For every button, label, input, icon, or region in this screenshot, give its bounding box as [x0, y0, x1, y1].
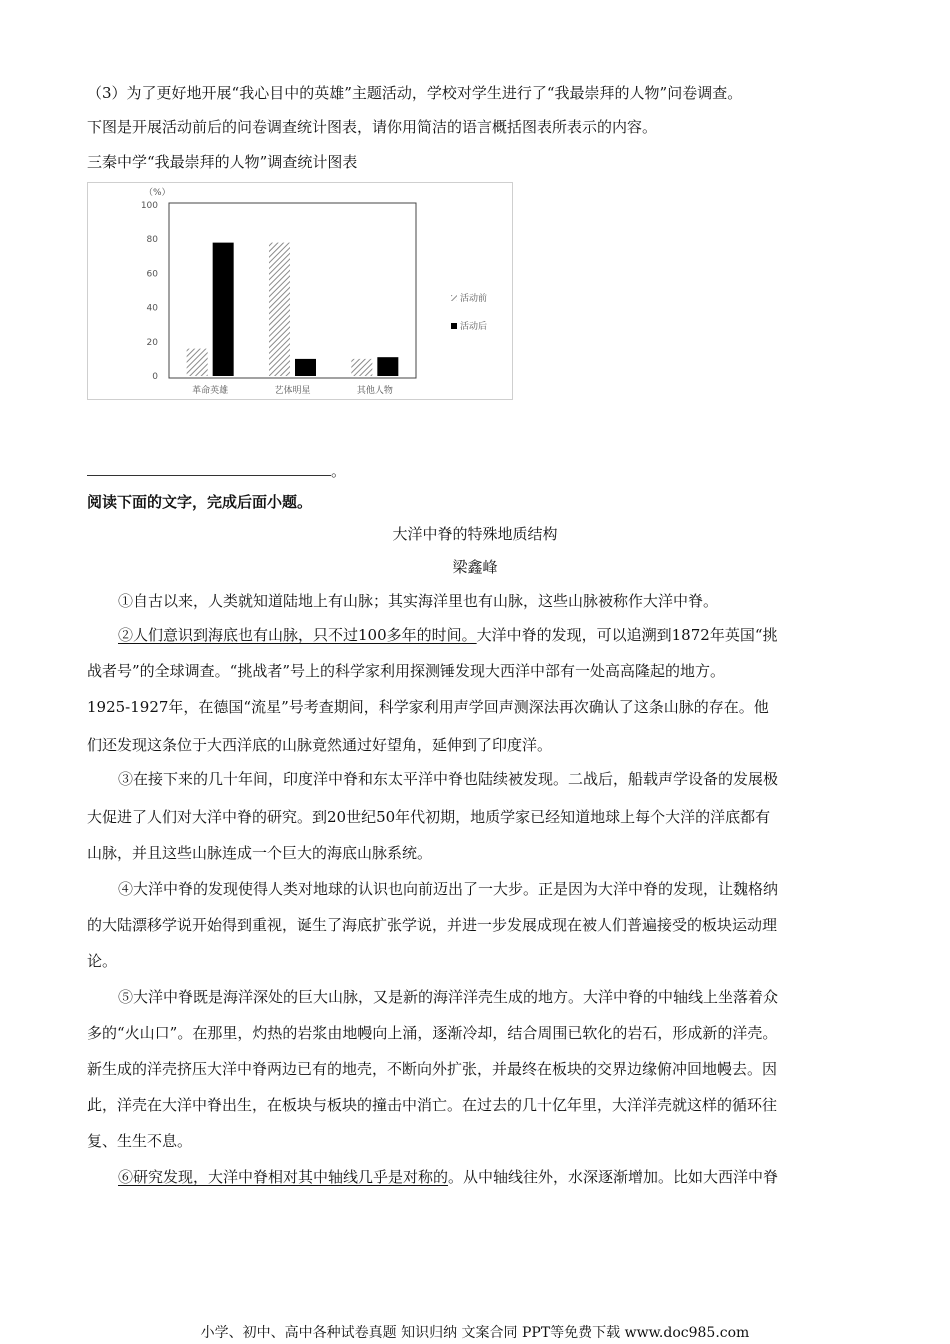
underlined-sentence: ⑥研究发现，大洋中脊相对其中轴线几乎是对称的	[118, 1168, 449, 1186]
article-title: 大洋中脊的特殊地质结构	[392, 525, 558, 543]
bar-after	[295, 359, 316, 376]
article-line	[87, 660, 725, 682]
line-text: ③在接下来的几十年间，印度洋中脊和东太平洋中脊也陆续被发现。二战后，船载声学设备的发展极	[118, 770, 779, 788]
article-line	[87, 914, 777, 936]
line-text: 大洋中脊的发现，可以追溯到1872年英国“挑	[476, 626, 778, 644]
bar-after	[213, 243, 234, 376]
line-text: 多的“火山口”。在那里，灼热的岩浆由地幔向上涌，逐渐冷却，结合周围已软化的岩石，形成新的洋壳。	[87, 1024, 778, 1042]
line-text: 此，洋壳在大洋中脊出生，在板块与板块的撞击中消亡。在过去的几十亿年里，大洋洋壳就这样的循环往	[87, 1096, 778, 1114]
line-text: 战者号”的全球调查。“挑战者”号上的科学家利用探测锤发现大西洋中部有一处高高隆起的地方。	[87, 662, 726, 680]
line-text: 1925-1927年，在德国“流星”号考查期间，科学家利用声学回声测深法再次确认了这条山脉的存在。他	[87, 698, 769, 716]
y-tick-label: 0	[152, 372, 158, 382]
article-line	[87, 1058, 777, 1080]
bar-before	[351, 359, 372, 376]
legend-label: 活动后	[460, 322, 488, 332]
y-tick-label: 80	[146, 235, 158, 246]
line-text: 论。	[87, 952, 118, 970]
underlined-sentence: ②人们意识到海底也有山脉，只不过100多年的时间。	[118, 626, 477, 644]
article-line	[87, 806, 770, 828]
article-line	[118, 878, 778, 900]
footer-text: 小学、初中、高中各种试卷真题 知识归纳 文案合同 PPT等免费下载 www.doc985.com	[200, 1325, 750, 1341]
x-tick-label: 艺体明星	[274, 386, 311, 396]
chart-caption: 三秦中学“我最崇拜的人物”调查统计图表	[87, 153, 358, 171]
chart-frame	[87, 182, 513, 400]
line-text: 新生成的洋壳挤压大洋中脊两边已有的地壳，不断向外扩张，并最终在板块的交界边缘俯冲回地幔去。因	[87, 1060, 778, 1078]
line-text: 们还发现这条位于大西洋底的山脉竟然通过好望角，延伸到了印度洋。	[87, 736, 553, 754]
x-tick-label: 其他人物	[356, 386, 393, 396]
article-line	[118, 768, 778, 790]
question-line-1: （3）为了更好地开展“我心目中的英雄”主题活动，学校对学生进行了“我最崇拜的人物”问卷调查。	[87, 84, 743, 102]
bar-before	[269, 243, 290, 376]
line-text: 。从中轴线往外，水深逐渐增加。比如大西洋中脊	[448, 1168, 779, 1186]
article-line	[87, 1094, 777, 1116]
line-text: 大促进了人们对大洋中脊的研究。到20世纪50年代初期，地质学家已经知道地球上每个大洋的洋底都有	[87, 808, 771, 826]
line-text: 的大陆漂移学说开始得到重视，诞生了海底扩张学说，并进一步发展成现在被人们普遍接受的板块运动理	[87, 916, 778, 934]
y-tick-label: 60	[146, 269, 158, 280]
answer-blank[interactable]	[87, 475, 331, 476]
article-line	[87, 1022, 777, 1044]
article-line	[118, 624, 778, 646]
article-line	[118, 986, 778, 1008]
article-line	[118, 590, 718, 612]
bar-before	[187, 349, 208, 376]
article-line	[87, 696, 769, 718]
article-line	[87, 734, 552, 756]
answer-period: 。	[331, 462, 347, 480]
legend-swatch	[451, 295, 457, 301]
line-text: ①自古以来，人类就知道陆地上有山脉；其实海洋里也有山脉，这些山脉被称作大洋中脊。	[118, 592, 719, 610]
article-line	[87, 842, 432, 864]
y-tick-label: 100	[140, 201, 158, 211]
question-line-2: 下图是开展活动前后的问卷调查统计图表，请你用简洁的语言概括图表所表示的内容。	[87, 118, 658, 136]
line-text: 复、生生不息。	[87, 1132, 193, 1150]
article-line	[87, 1130, 192, 1152]
line-text: ⑤大洋中脊既是海洋深处的巨大山脉，又是新的海洋洋壳生成的地方。大洋中脊的中轴线上坐落着众	[118, 988, 779, 1006]
y-tick-label: 20	[146, 337, 158, 348]
reading-instruction: 阅读下面的文字，完成后面小题。	[87, 493, 313, 511]
y-tick-label: 40	[146, 303, 158, 314]
y-axis-label: （%）	[144, 188, 171, 198]
x-tick-label: 革命英雄	[192, 386, 229, 396]
line-text: ④大洋中脊的发现使得人类对地球的认识也向前迈出了一大步。正是因为大洋中脊的发现，让魏格纳	[118, 880, 779, 898]
line-text: 山脉，并且这些山脉连成一个巨大的海底山脉系统。	[87, 844, 433, 862]
article-author: 梁鑫峰	[452, 558, 498, 576]
bar-chart	[88, 183, 512, 399]
article-line	[118, 1166, 778, 1188]
legend-label: 活动前	[460, 294, 488, 304]
article-line	[87, 950, 117, 972]
legend-swatch	[451, 323, 457, 329]
bar-after	[377, 357, 398, 376]
